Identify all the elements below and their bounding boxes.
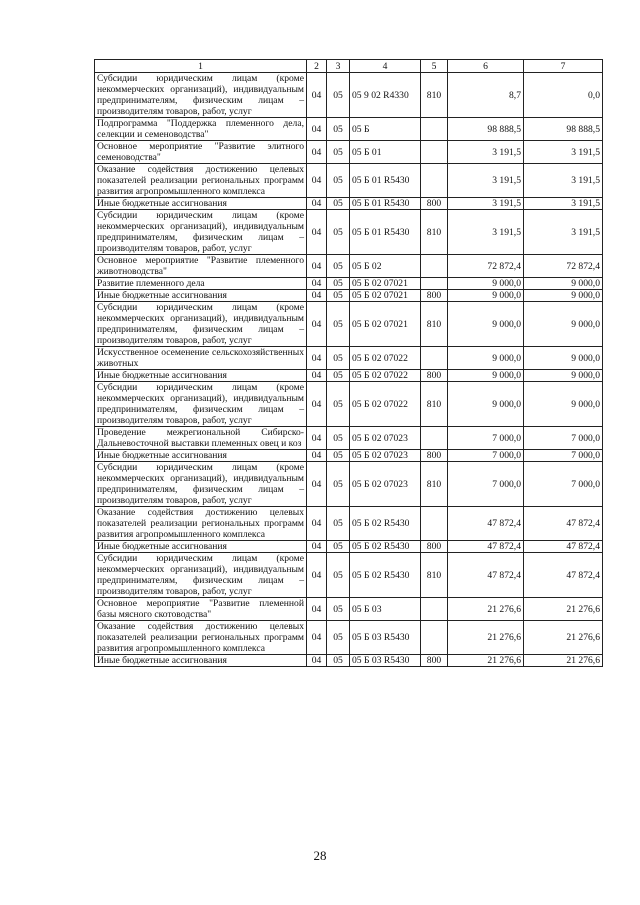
subsection-code: 05 [327,198,350,210]
target-article-code: 05 Б 02 07022 [350,370,421,382]
subsection-code: 05 [327,462,350,507]
amount-col6: 9 000,0 [448,302,524,347]
target-article-code: 05 Б 02 07022 [350,347,421,370]
subsection-code: 05 [327,255,350,278]
target-article-code: 05 Б 02 07021 [350,278,421,290]
amount-col6: 3 191,5 [448,164,524,198]
amount-col7: 7 000,0 [524,427,603,450]
amount-col6: 3 191,5 [448,210,524,255]
expense-type-code: 810 [421,553,448,598]
amount-col6: 9 000,0 [448,370,524,382]
target-article-code: 05 Б 02 R5430 [350,507,421,541]
section-code: 04 [307,427,327,450]
header-row [95,60,603,73]
item-name: Оказание содействия достижению целевых показателей реализации региональных программ развития агропромышленного комплекса [95,164,307,198]
section-code: 04 [307,541,327,553]
amount-col6: 7 000,0 [448,450,524,462]
item-name: Оказание содействия достижению целевых показателей реализации региональных программ развития агропромышленного комплекса [95,621,307,655]
item-name: Основное мероприятие "Развитие племенного животноводства" [95,255,307,278]
amount-col6: 3 191,5 [448,198,524,210]
item-name: Иные бюджетные ассигнования [95,290,307,302]
table-row [95,164,603,198]
subsection-code: 05 [327,278,350,290]
expense-type-code: 800 [421,370,448,382]
amount-col6: 8,7 [448,73,524,118]
table-row [95,210,603,255]
item-name: Субсидии юридическим лицам (кроме некоммерческих организаций), индивидуальным предпринимателям, физическим лицам – производителям товаров, работ, услуг [95,553,307,598]
target-article-code: 05 9 02 R4330 [350,73,421,118]
header-cell: 2 [307,60,327,73]
section-code: 04 [307,450,327,462]
expense-type-code [421,118,448,141]
amount-col6: 21 276,6 [448,621,524,655]
expense-type-code [421,347,448,370]
target-article-code: 05 Б 02 R5430 [350,553,421,598]
amount-col7: 47 872,4 [524,507,603,541]
amount-col7: 72 872,4 [524,255,603,278]
amount-col7: 9 000,0 [524,302,603,347]
table-row [95,598,603,621]
subsection-code: 05 [327,73,350,118]
table-row [95,462,603,507]
section-code: 04 [307,655,327,667]
table-row [95,370,603,382]
section-code: 04 [307,302,327,347]
target-article-code: 05 Б 02 [350,255,421,278]
amount-col7: 9 000,0 [524,290,603,302]
expense-type-code: 810 [421,382,448,427]
section-code: 04 [307,553,327,598]
amount-col6: 9 000,0 [448,278,524,290]
section-code: 04 [307,255,327,278]
target-article-code: 05 Б 03 R5430 [350,655,421,667]
subsection-code: 05 [327,302,350,347]
subsection-code: 05 [327,553,350,598]
item-name: Иные бюджетные ассигнования [95,655,307,667]
page-number: 28 [313,848,327,863]
subsection-code: 05 [327,382,350,427]
amount-col6: 9 000,0 [448,347,524,370]
section-code: 04 [307,198,327,210]
target-article-code: 05 Б 01 R5430 [350,164,421,198]
budget-table [94,59,603,667]
target-article-code: 05 Б 01 R5430 [350,210,421,255]
table-row [95,290,603,302]
section-code: 04 [307,462,327,507]
subsection-code: 05 [327,141,350,164]
amount-col6: 9 000,0 [448,290,524,302]
subsection-code: 05 [327,541,350,553]
header-cell: 7 [524,60,603,73]
amount-col7: 21 276,6 [524,621,603,655]
table-row [95,255,603,278]
subsection-code: 05 [327,655,350,667]
expense-type-code: 800 [421,541,448,553]
expense-type-code: 810 [421,210,448,255]
amount-col7: 9 000,0 [524,370,603,382]
table-row [95,450,603,462]
table-row [95,427,603,450]
table-row [95,302,603,347]
amount-col7: 21 276,6 [524,598,603,621]
amount-col6: 98 888,5 [448,118,524,141]
section-code: 04 [307,73,327,118]
target-article-code: 05 Б 02 07021 [350,302,421,347]
item-name: Проведение межрегиональной Сибирско-Дальневосточной выставки племенных овец и коз [95,427,307,450]
header-cell: 1 [95,60,307,73]
target-article-code: 05 Б 01 R5430 [350,198,421,210]
amount-col6: 21 276,6 [448,598,524,621]
header-cell: 5 [421,60,448,73]
item-name: Иные бюджетные ассигнования [95,370,307,382]
amount-col7: 9 000,0 [524,382,603,427]
header-cell: 6 [448,60,524,73]
target-article-code: 05 Б 02 07023 [350,462,421,507]
expense-type-code [421,427,448,450]
amount-col7: 3 191,5 [524,164,603,198]
section-code: 04 [307,164,327,198]
amount-col7: 0,0 [524,73,603,118]
expense-type-code [421,141,448,164]
expense-type-code [421,164,448,198]
header-cell: 4 [350,60,421,73]
section-code: 04 [307,382,327,427]
expense-type-code: 810 [421,302,448,347]
amount-col7: 3 191,5 [524,141,603,164]
subsection-code: 05 [327,118,350,141]
amount-col6: 72 872,4 [448,255,524,278]
expense-type-code: 800 [421,290,448,302]
amount-col7: 7 000,0 [524,462,603,507]
target-article-code: 05 Б 02 R5430 [350,541,421,553]
amount-col6: 7 000,0 [448,462,524,507]
item-name: Основное мероприятие "Развитие племенной базы мясного скотоводства" [95,598,307,621]
subsection-code: 05 [327,621,350,655]
section-code: 04 [307,118,327,141]
item-name: Субсидии юридическим лицам (кроме некоммерческих организаций), индивидуальным предпринимателям, физическим лицам – производителям товаров, работ, услуг [95,462,307,507]
section-code: 04 [307,210,327,255]
expense-type-code: 810 [421,462,448,507]
expense-type-code: 800 [421,198,448,210]
subsection-code: 05 [327,598,350,621]
amount-col7: 9 000,0 [524,347,603,370]
amount-col7: 47 872,4 [524,553,603,598]
subsection-code: 05 [327,347,350,370]
subsection-code: 05 [327,507,350,541]
section-code: 04 [307,621,327,655]
section-code: 04 [307,370,327,382]
expense-type-code: 810 [421,73,448,118]
subsection-code: 05 [327,370,350,382]
subsection-code: 05 [327,164,350,198]
expense-type-code [421,621,448,655]
amount-col6: 3 191,5 [448,141,524,164]
expense-type-code: 800 [421,450,448,462]
table-row [95,553,603,598]
expense-type-code: 800 [421,655,448,667]
amount-col6: 47 872,4 [448,541,524,553]
amount-col6: 47 872,4 [448,507,524,541]
table-row [95,73,603,118]
subsection-code: 05 [327,210,350,255]
target-article-code: 05 Б 01 [350,141,421,164]
target-article-code: 05 Б 03 R5430 [350,621,421,655]
expense-type-code [421,278,448,290]
item-name: Основное мероприятие "Развитие элитного семеноводства" [95,141,307,164]
section-code: 04 [307,290,327,302]
table-row [95,382,603,427]
item-name: Субсидии юридическим лицам (кроме некоммерческих организаций), индивидуальным предпринимателям, физическим лицам – производителям товаров, работ, услуг [95,210,307,255]
subsection-code: 05 [327,450,350,462]
amount-col6: 7 000,0 [448,427,524,450]
section-code: 04 [307,141,327,164]
amount-col6: 21 276,6 [448,655,524,667]
expense-type-code [421,598,448,621]
item-name: Иные бюджетные ассигнования [95,450,307,462]
target-article-code: 05 Б [350,118,421,141]
target-article-code: 05 Б 02 07021 [350,290,421,302]
expense-type-code [421,507,448,541]
amount-col7: 21 276,6 [524,655,603,667]
item-name: Оказание содействия достижению целевых показателей реализации региональных программ развития агропромышленного комплекса [95,507,307,541]
amount-col6: 47 872,4 [448,553,524,598]
target-article-code: 05 Б 02 07023 [350,427,421,450]
target-article-code: 05 Б 02 07022 [350,382,421,427]
amount-col7: 7 000,0 [524,450,603,462]
table-row [95,347,603,370]
subsection-code: 05 [327,427,350,450]
item-name: Развитие племенного дела [95,278,307,290]
amount-col7: 3 191,5 [524,210,603,255]
table-row [95,621,603,655]
amount-col7: 47 872,4 [524,541,603,553]
item-name: Подпрограмма "Поддержка племенного дела, селекции и семеноводства" [95,118,307,141]
table-row [95,141,603,164]
item-name: Субсидии юридическим лицам (кроме некоммерческих организаций), индивидуальным предпринимателям, физическим лицам – производителям товаров, работ, услуг [95,302,307,347]
section-code: 04 [307,347,327,370]
item-name: Субсидии юридическим лицам (кроме некоммерческих организаций), индивидуальным предпринимателям, физическим лицам – производителям товаров, работ, услуг [95,382,307,427]
table-row [95,118,603,141]
item-name: Иные бюджетные ассигнования [95,198,307,210]
item-name: Субсидии юридическим лицам (кроме некоммерческих организаций), индивидуальным предпринимателям, физическим лицам – производителям товаров, работ, услуг [95,73,307,118]
amount-col6: 9 000,0 [448,382,524,427]
subsection-code: 05 [327,290,350,302]
item-name: Иные бюджетные ассигнования [95,541,307,553]
table-row [95,278,603,290]
amount-col7: 3 191,5 [524,198,603,210]
table-row [95,541,603,553]
item-name: Искусственное осеменение сельскохозяйственных животных [95,347,307,370]
table-row [95,655,603,667]
table-row [95,198,603,210]
header-cell: 3 [327,60,350,73]
target-article-code: 05 Б 03 [350,598,421,621]
section-code: 04 [307,507,327,541]
expense-type-code [421,255,448,278]
table-row [95,507,603,541]
target-article-code: 05 Б 02 07023 [350,450,421,462]
section-code: 04 [307,278,327,290]
section-code: 04 [307,598,327,621]
amount-col7: 9 000,0 [524,278,603,290]
amount-col7: 98 888,5 [524,118,603,141]
